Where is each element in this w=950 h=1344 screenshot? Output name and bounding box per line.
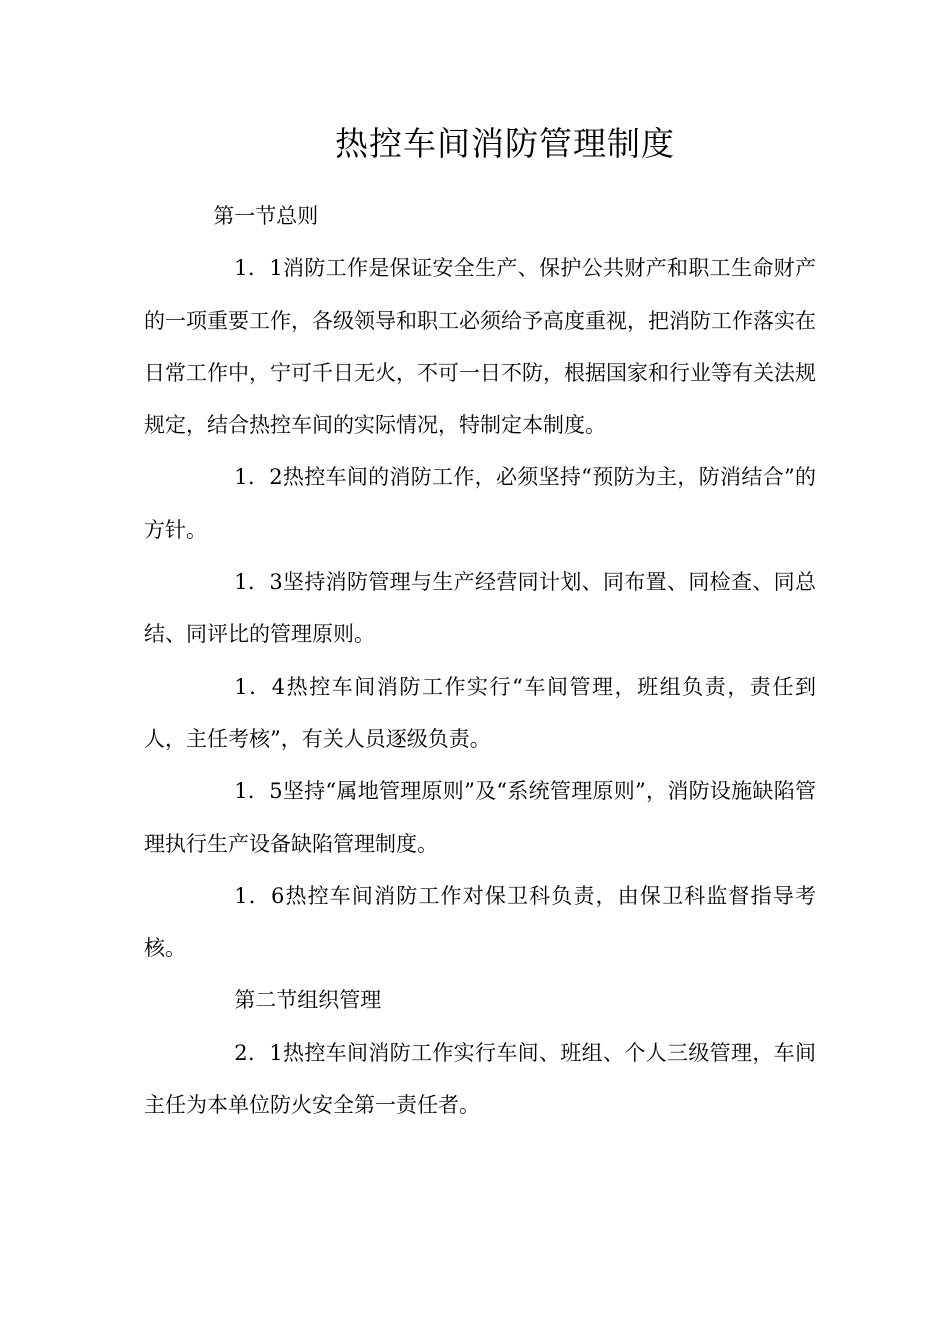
- clause-1-2: 1．2热控车间的消防工作，必须坚持“预防为主，防消结合”的方针。: [144, 465, 816, 542]
- section-heading-general: 第一节总则: [213, 204, 319, 228]
- clause-1-6: 1．6热控车间消防工作对保卫科负责，由保卫科监督指导考核。: [144, 883, 816, 961]
- clause-1-1: 1．1消防工作是保证安全生产、保护公共财产和职工生命财产的一项重要工作，各级领导和职工必须给予高度重视，把消防工作落实在日常工作中，宁可千日无火，不可一日不防，根据国家和行业等有关法规规定，结合热控车间的实际情况，特制定本制度。: [144, 256, 816, 438]
- document-body: [144, 190, 816, 1131]
- section-heading-organization: 第二节组织管理: [234, 988, 382, 1013]
- clause-1-3: 1．3坚持消防管理与生产经营同计划、同布置、同检查、同总结、同评比的管理原则。: [144, 570, 816, 647]
- document-title: 热控车间消防管理制度: [335, 124, 675, 163]
- clause-1-5: 1．5坚持“属地管理原则”及“系统管理原则”，消防设施缺陷管理执行生产设备缺陷管理制度。: [144, 779, 816, 856]
- clause-1-4: 1．4热控车间消防工作实行“车间管理，班组负责，责任到人，主任考核”，有关人员逐级负责。: [144, 674, 816, 751]
- clause-2-1: 2．1热控车间消防工作实行车间、班组、个人三级管理，车间主任为本单位防火安全第一责任者。: [144, 1040, 816, 1118]
